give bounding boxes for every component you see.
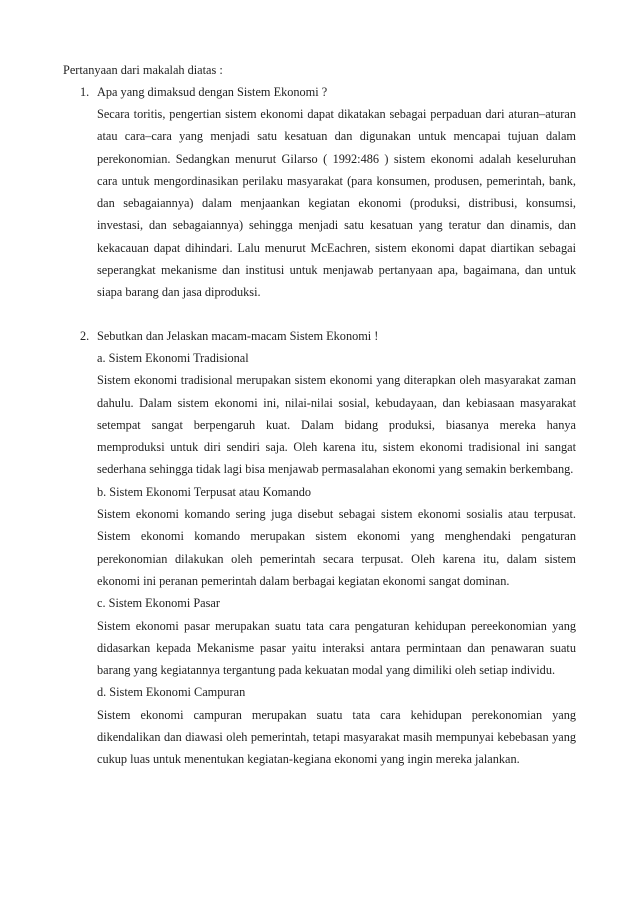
question-1-title: Apa yang dimaksud dengan Sistem Ekonomi ? (97, 85, 328, 99)
section-b-heading: b. Sistem Ekonomi Terpusat atau Komando (97, 484, 312, 499)
section-b-text: Sistem ekonomi komando sering juga disebut sebagai sistem ekonomi sosialis atau terpusat. Sistem ekonomi komando merupakan sistem ekonomi yang menghendaki pengaturan perekonomian dilakukan oleh pemerintah secara terpusat. Oleh karena itu, dalam sistem ekonomi ini peranan pemerintah dalam berbagai kegiatan ekonomi sangat dominan. (97, 507, 576, 588)
section-c-text: Sistem ekonomi pasar merupakan suatu tata cara pengaturan kehidupan pereekonomian yang didasarkan kepada Mekanisme pasar yaitu interaksi antara permintaan dan penawaran suatu barang yang kegiatannya tergantung pada kekuatan modal yang dimiliki oleh setiap individu. (97, 618, 576, 678)
question-1-answer: Secara toritis, pengertian sistem ekonomi dapat dikatakan sebagai perpaduan dari aturan–aturan atau cara–cara yang menjadi satu kesatuan dan digunakan untuk mencapai tujuan dalam perekonomian. Sedangkan menurut Gilarso ( 1992:486 ) sistem ekonomi adalah keseluruhan cara untuk mengordinasikan perilaku masyarakat (para konsumen, produsen, pemerintah, bank, dan sebagaiannya) dalam menjaankan kegiatan ekonomi (produksi, distribusi, konsumsi, investasi, dan sebagaiannya) sehingga menjadi satu kesatuan yang teratur dan dinamis, dan kekacauan dapat dihindari. Lalu menurut McEachren, sistem ekonomi dapat diartikan sebagai seperangkat mekanisme dan institusi untuk menjawab pertanyaan apa, bagaimana, dan untuk siapa barang dan jasa diproduksi. (97, 107, 576, 300)
question-2-answer-block (97, 347, 576, 771)
section-c-heading: c. Sistem Ekonomi Pasar (97, 596, 220, 611)
section-a-heading: a. Sistem Ekonomi Tradisional (97, 351, 249, 365)
question-2-title: Sebutkan dan Jelaskan macam-macam Sistem Ekonomi ! (97, 329, 379, 343)
section-d-text: Sistem ekonomi campuran merupakan suatu tata cara kehidupan perekonomian yang dikendalikan dan diawasi oleh pemerintah, tetapi masyarakat masih mempunyai kebebasan yang cukup luas untuk menentukan kegiatan-kegiana ekonomi yang ingin mereka jalankan. (97, 707, 576, 767)
question-1-answer-block (97, 103, 576, 304)
intro-text: Pertanyaan dari makalah diatas : (63, 63, 223, 77)
question-1-number: 1. (80, 85, 90, 99)
section-a-text: Sistem ekonomi tradisional merupakan sistem ekonomi yang diterapkan oleh masyarakat zaman dahulu. Dalam sistem ekonomi ini, nilai-nilai sosial, kebudayaan, dan kebiasaan masyarakat setempat sangat berpengaruh kuat. Dalam bidang produksi, biasanya mereka hanya memproduksi untuk diri sendiri saja. Oleh karena itu, sistem ekonomi tradisional ini sangat sederhana sehingga tidak lagi bisa menjawab permasalahan ekonomi yang semakin berkembang. (97, 373, 576, 477)
section-d-heading: d. Sistem Ekonomi Campuran (97, 685, 246, 700)
question-2-number: 2. (80, 329, 90, 343)
